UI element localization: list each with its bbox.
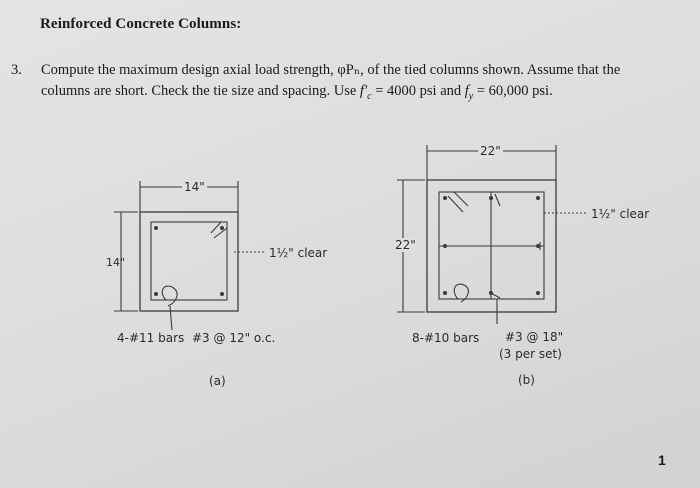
bar-b-3	[536, 196, 540, 200]
column-a-height-label: 14"	[106, 256, 126, 269]
column-a-bars-label: 4-#11 bars	[117, 331, 185, 345]
page-number: 1	[658, 452, 666, 468]
column-a-clear-label: 1½" clear	[269, 246, 328, 260]
column-b-width-label: 22"	[480, 144, 501, 158]
column-a-drawing	[114, 181, 266, 330]
column-a-caption: (a)	[209, 374, 226, 388]
column-b-bars-label: 8-#10 bars	[412, 331, 480, 345]
fc-symbol: $f'_c$	[359, 83, 372, 102]
column-a-width-label: 14"	[184, 180, 205, 194]
column-a-ties-label: #3 @ 12" o.c.	[192, 331, 276, 345]
bar-b-4	[443, 244, 447, 248]
fy-symbol: $f_y$	[464, 83, 474, 102]
bar-b-6	[443, 291, 447, 295]
column-b-clear-label: 1½" clear	[591, 207, 650, 221]
problem-number: 3.	[11, 62, 22, 78]
column-b-ties-line1: #3 @ 18"	[505, 330, 564, 344]
bar-a-1	[154, 226, 158, 230]
section-title: Reinforced Concrete Columns:	[40, 16, 242, 32]
bar-b-2	[489, 196, 493, 200]
bar-a-3	[154, 292, 158, 296]
bar-b-1	[443, 196, 447, 200]
fc-value: = 4000 psi	[375, 83, 437, 99]
and-word: and	[440, 83, 462, 99]
bar-a-4	[220, 292, 224, 296]
column-b-height-label: 22"	[395, 238, 416, 252]
column-b-drawing	[397, 145, 588, 324]
column-b-caption: (b)	[518, 373, 535, 387]
bar-a-2	[220, 226, 224, 230]
bar-b-5	[536, 244, 540, 248]
column-b-ties-line2: (3 per set)	[499, 347, 562, 361]
fy-value: = 60,000 psi.	[476, 83, 553, 99]
bar-b-7	[489, 291, 493, 295]
bar-b-8	[536, 291, 540, 295]
problem-text-line-1: Compute the maximum design axial load strength, φPₙ, of the tied columns shown. Assume that the	[41, 62, 621, 78]
problem-text-line-2-start: columns are short. Check the tie size and spacing. Use	[41, 83, 357, 99]
